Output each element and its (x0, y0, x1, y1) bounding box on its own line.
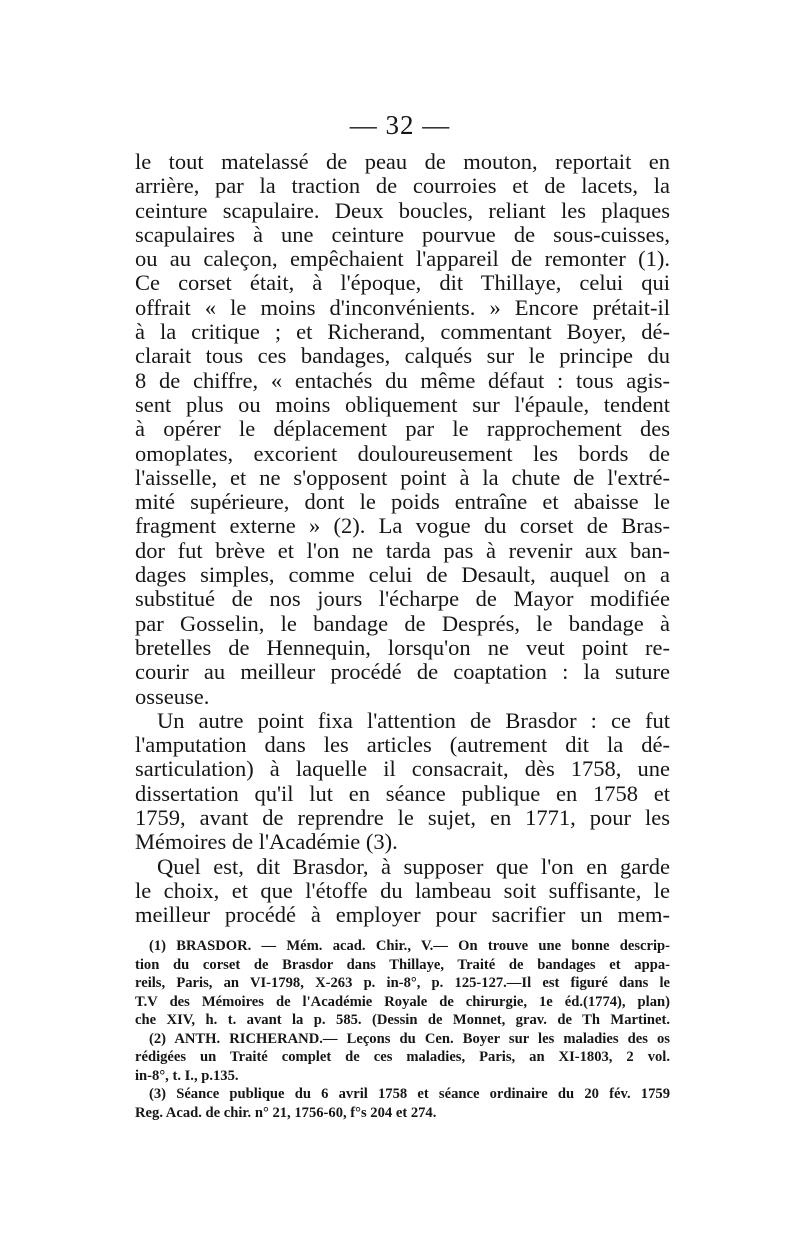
text-line: 8 de chiffre, « entachés du même défaut : tous agis- (135, 368, 670, 393)
footnote-line: in-8°, t. I., p.135. (135, 1067, 239, 1084)
footnote-line: Reg. Acad. de chir. n° 21, 1756-60, f°s 204 et 274. (135, 1104, 437, 1121)
footnote-line: rédigées un Traité complet de ces maladies, Paris, an XI-1803, 2 vol. (135, 1049, 670, 1065)
text-line: à opérer le déplacement par le rapprochement des (135, 417, 670, 442)
text-line: par Gosselin, le bandage de Després, le bandage à (135, 611, 670, 636)
text-line: Mémoires de l'Académie (3). (135, 830, 398, 855)
text-line: sarticulation) à laquelle il consacrait, dès 1758, une (135, 757, 670, 782)
text-line: offrait « le moins d'inconvénients. » Encore prétait-il (135, 295, 670, 320)
text-line: bretelles de Hennequin, lorsqu'on ne veut point re- (135, 635, 670, 660)
footnote-line: che XIV, h. t. avant la p. 585. (Dessin de Monnet, grav. de Th Martinet. (135, 1012, 670, 1028)
text-line: ceinture scapulaire. Deux boucles, reliant les plaques (135, 198, 670, 223)
text-line: sent plus ou moins obliquement sur l'épaule, tendent (135, 392, 670, 417)
footnotes (135, 937, 670, 1122)
text-line: meilleur procédé à employer pour sacrifier un mem- (135, 903, 670, 928)
text-line: le tout matelassé de peau de mouton, reportait en (135, 150, 670, 174)
text-line: fragment externe » (2). La vogue du corset de Bras- (135, 514, 670, 539)
footnote-line: (2) ANTH. RICHERAND.— Leçons du Cen. Boyer sur les maladies des os (149, 1030, 670, 1047)
text-line: scapulaires à une ceinture pourvue de sous-cuisses, (135, 222, 670, 247)
text-line: substitué de nos jours l'écharpe de Mayor modifiée (135, 587, 670, 612)
text-line: Un autre point fixa l'attention de Brasdor : ce fut (157, 708, 670, 733)
footnote-line: reils, Paris, an VI-1798, X-263 p. in-8°, p. 125-127.—Il est figuré dans le (135, 975, 670, 991)
text-line: l'amputation dans les articles (autrement dit la dé- (135, 733, 670, 758)
text-line: arrière, par la traction de courroies et de lacets, la (135, 174, 670, 199)
text-line: mité supérieure, dont le poids entraîne et abaisse le (135, 490, 670, 515)
text-line: Ce corset était, à l'époque, dit Thillaye, celui qui (135, 271, 670, 296)
text-line: dages simples, comme celui de Desault, auquel on a (135, 563, 670, 588)
text-line: clarait tous ces bandages, calqués sur le principe du (135, 344, 670, 369)
body-text (135, 150, 670, 928)
footnote-line: tion du corset de Brasdor dans Thillaye, Traité de bandages et appa- (135, 956, 670, 973)
footnote-line: T.V des Mémoires de l'Académie Royale de chirurgie, 1e éd.(1774), plan) (135, 993, 670, 1010)
text-line: le choix, et que l'étoffe du lambeau soit suffisante, le (135, 878, 670, 903)
text-line: Quel est, dit Brasdor, à supposer que l'on en garde (157, 854, 670, 879)
text-line: l'aisselle, et ne s'opposent point à la chute de l'extré- (135, 465, 670, 490)
text-line: 1759, avant de reprendre le sujet, en 1771, pour les (135, 806, 670, 831)
text-line: dor fut brève et l'on ne tarda pas à revenir aux ban- (135, 538, 670, 563)
text-line: omoplates, excorient douloureusement les bords de (135, 441, 670, 466)
text-line: osseuse. (135, 684, 210, 709)
page-number: — 32 — (349, 110, 451, 140)
text-line: à la critique ; et Richerand, commentant Boyer, dé- (135, 320, 670, 345)
footnote-line: (1) BRASDOR. — Mém. acad. Chir., V.— On trouve une bonne descrip- (149, 938, 670, 954)
footnote-line: (3) Séance publique du 6 avril 1758 et séance ordinaire du 20 fév. 1759 (149, 1086, 670, 1102)
text-line: ou au caleçon, empêchaient l'appareil de remonter (1). (135, 247, 670, 272)
text-line: courir au meilleur procédé de coaptation : la suture (135, 660, 670, 685)
text-line: dissertation qu'il lut en séance publique en 1758 et (135, 781, 670, 806)
